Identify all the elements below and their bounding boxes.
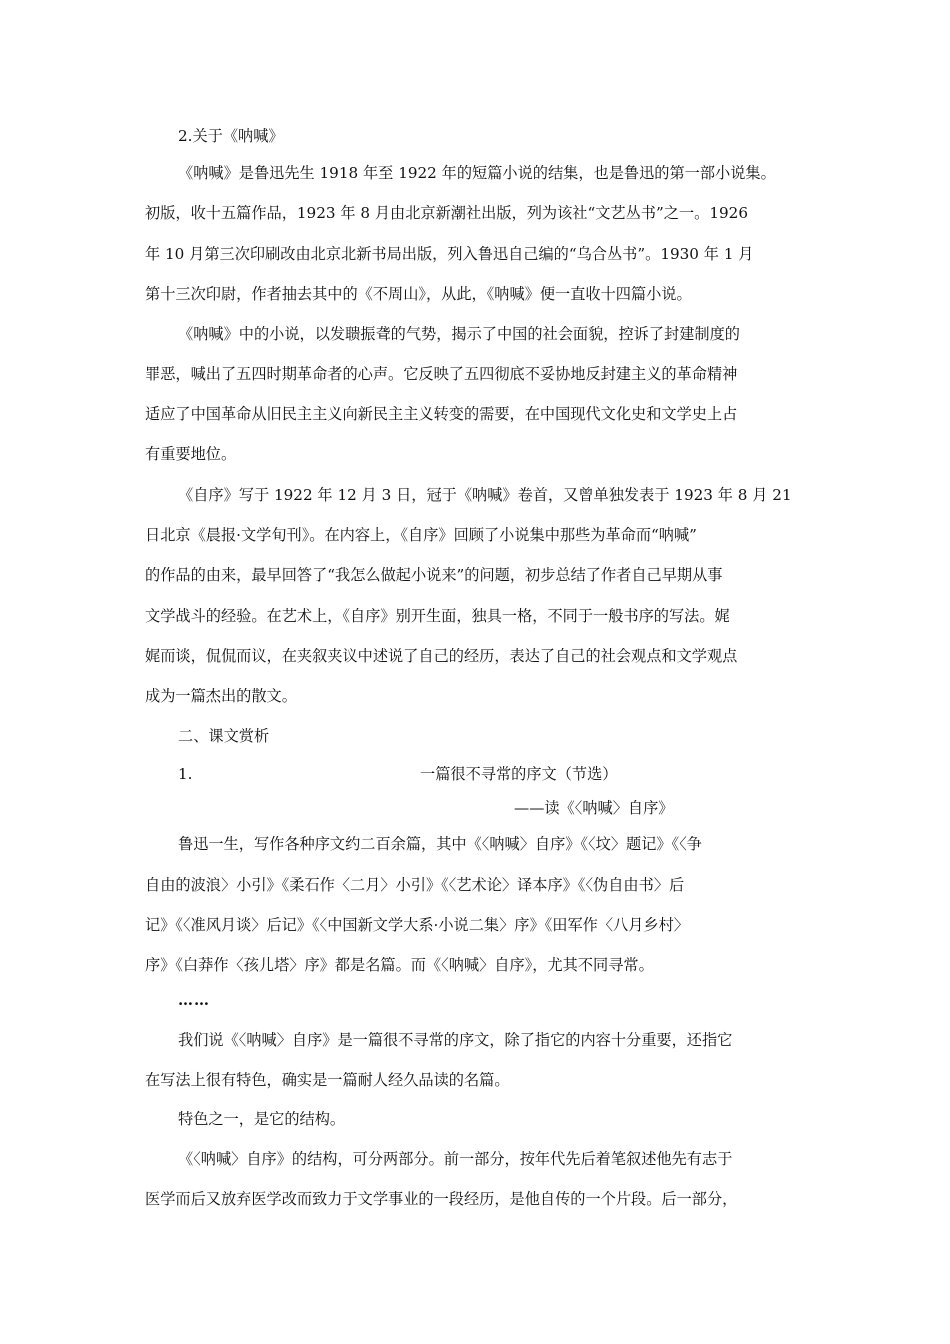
paragraph-line: 《〈呐喊〉自序》的结构，可分两部分。前一部分，按年代先后着笔叙述他先有志于 bbox=[178, 1150, 733, 1168]
paragraph-line: 文学战斗的经验。在艺术上，《自序》别开生面，独具一格，不同于一般书序的写法。娓 bbox=[145, 607, 730, 625]
paragraph-line: 我们说《〈呐喊〉自序》是一篇很不寻常的序文，除了指它的内容十分重要，还指它 bbox=[178, 1031, 733, 1049]
paragraph-line: 在写法上很有特色，确实是一篇耐人经久品读的名篇。 bbox=[145, 1071, 510, 1089]
paragraph-line: 初版，收十五篇作品，1923 年 8 月由北京新潮社出版，列为该社“文艺丛书”之一。1926 bbox=[145, 204, 748, 222]
paragraph-line: 娓而谈，侃侃而议，在夹叙夹议中述说了自己的经历，表达了自己的社会观点和文学观点 bbox=[145, 647, 738, 665]
paragraph-line: 罪恶，喊出了五四时期革命者的心声。它反映了五四彻底不妥协地反封建主义的革命精神 bbox=[145, 365, 738, 383]
section-heading: 2.关于《呐喊》 bbox=[178, 127, 284, 145]
article-subtitle: ——读《〈呐喊〉自序》 bbox=[514, 799, 674, 817]
paragraph-line: 序》《白莽作〈孩儿塔〉序》都是名篇。而《〈呐喊〉自序》，尤其不同寻常。 bbox=[145, 956, 654, 974]
paragraph-line: 《呐喊》中的小说，以发聩振聋的气势，揭示了中国的社会面貌，控诉了封建制度的 bbox=[178, 325, 740, 343]
section-heading: 二、课文赏析 bbox=[178, 727, 270, 745]
paragraph-line: 医学而后又放弃医学改而致力于文学事业的一段经历，是他自传的一个片段。后一部分， bbox=[145, 1190, 738, 1208]
paragraph-line: 记》《〈准风月谈〉后记》《〈中国新文学大系·小说二集〉序》《田军作〈八月乡村〉 bbox=[145, 916, 689, 934]
paragraph-line: 年 10 月第三次印刷改由北京北新书局出版，列入鲁迅自己编的“乌合丛书”。1930 年 1 月 bbox=[145, 245, 754, 263]
paragraph-line: 的作品的由来，最早回答了“我怎么做起小说来”的问题，初步总结了作者自己早期从事 bbox=[145, 566, 723, 584]
article-title: 一篇很不寻常的序文（节选） bbox=[420, 765, 618, 783]
paragraph-line: 自由的波浪〉小引》《柔石作〈二月〉小引》《〈艺术论〉译本序》《〈伪自由书〉后 bbox=[145, 876, 685, 894]
paragraph-line: 鲁迅一生，写作各种序文约二百余篇，其中《〈呐喊〉自序》《〈坟〉题记》《〈争 bbox=[178, 835, 702, 853]
paragraph-line: 《自序》写于 1922 年 12 月 3 日，冠于《呐喊》卷首，又曾单独发表于 1923 年 8 月 21 bbox=[178, 486, 792, 504]
paragraph-line: 特色之一，是它的结构。 bbox=[178, 1110, 346, 1128]
paragraph-line: 第十三次印尉，作者抽去其中的《不周山》，从此，《呐喊》便一直收十四篇小说。 bbox=[145, 285, 692, 303]
ellipsis: …… bbox=[178, 991, 210, 1009]
paragraph-line: 适应了中国革命从旧民主主义向新民主主义转变的需要，在中国现代文化史和文学史上占 bbox=[145, 405, 738, 423]
paragraph-line: 成为一篇杰出的散文。 bbox=[145, 687, 297, 705]
paragraph-line: 日北京《晨报·文学旬刊》。在内容上，《自序》回顾了小说集中那些为革命而“呐喊” bbox=[145, 526, 697, 544]
item-number: 1. bbox=[178, 765, 193, 783]
paragraph-line: 有重要地位。 bbox=[145, 445, 237, 463]
paragraph-line: 《呐喊》是鲁迅先生 1918 年至 1922 年的短篇小说的结集，也是鲁迅的第一部小说集。 bbox=[178, 164, 776, 182]
